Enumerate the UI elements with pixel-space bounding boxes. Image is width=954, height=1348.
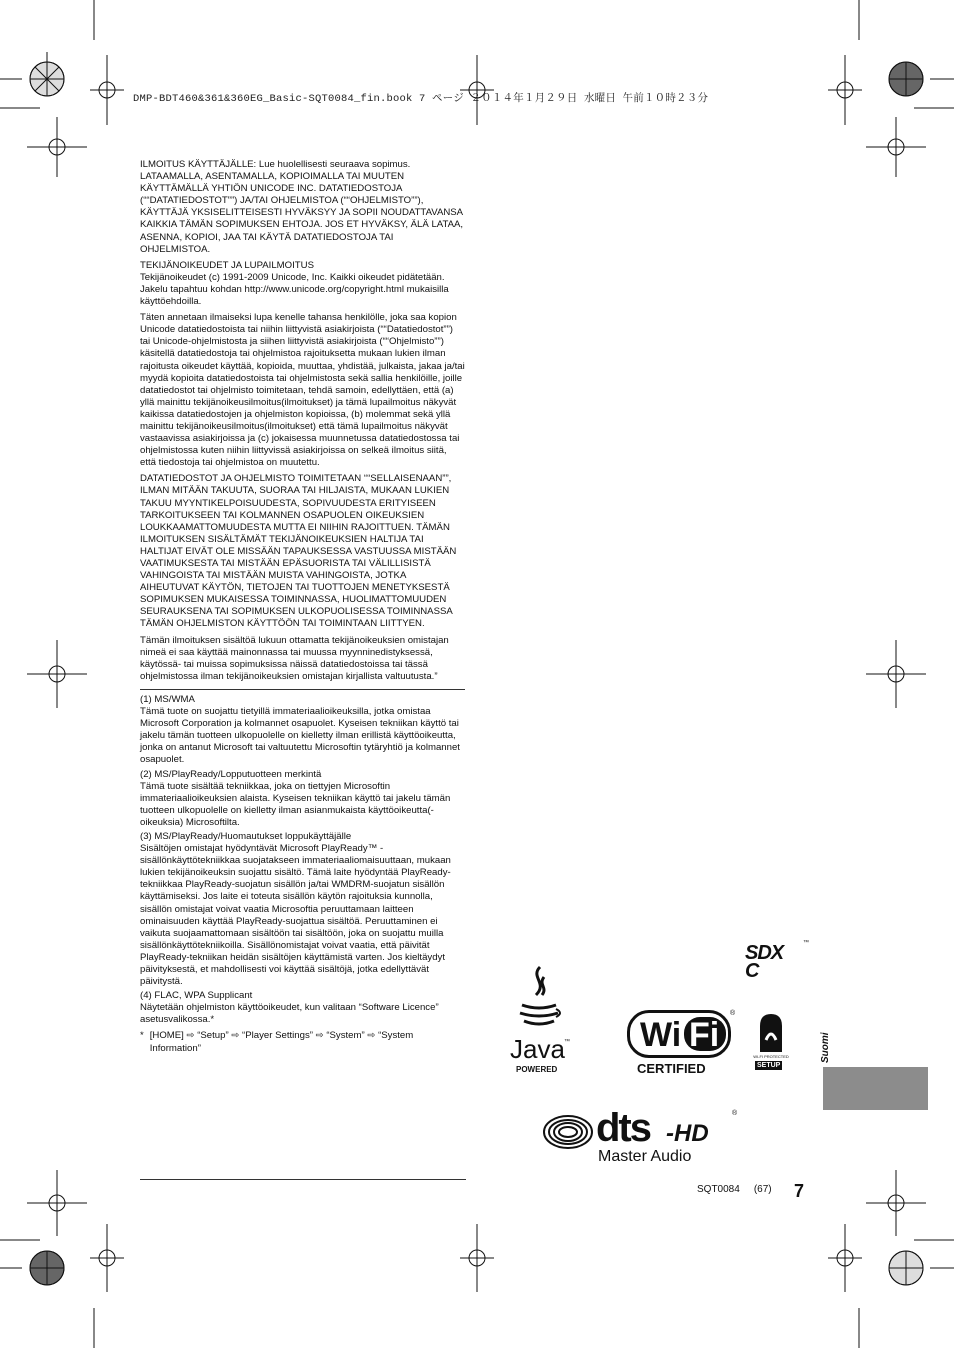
language-label — [818, 1025, 838, 1065]
print-header: DMP-BDT460&361&360EG_Basic-SQT0084_fin.book 7 ページ ２０１４年１月２９日 水曜日 午前１０時２３分 — [133, 93, 709, 105]
wps-logo — [752, 1012, 790, 1074]
note-body: Näytetään ohjelmiston käyttöoikeudet, kun valitaan “Software Licence” asetusvalikossa.* — [140, 1002, 439, 1026]
page-reference — [697, 1184, 786, 1195]
wifi-badge — [627, 1010, 731, 1058]
footnote-text: [HOME] ⇨ “Setup” ⇨ “Player Settings” ⇨ “System” ⇨ “System Information” — [149, 1030, 414, 1054]
footnote — [140, 1030, 465, 1054]
license-column — [140, 159, 465, 1055]
crop-target-top-right — [889, 62, 954, 96]
note-body: Tämä tuote sisältää tekniikkaa, joka on tiettyjen Microsoftin immateriaalioikeuksien alaista. Kyseisen tekniikan käyttö tai jakelu tämän tuotteen ulkopuolelle on kielletty ilman asianmukaista käyttöoikeutta(-oikeuksia) Microsoftilta. — [140, 780, 451, 828]
note-playready-enduser — [140, 831, 465, 988]
dts-master-audio: Master Audio — [598, 1148, 692, 1165]
copyright-title: TEKIJÄNOIKEUDET JA LUPAILMOITUS — [140, 259, 314, 271]
crop-target-top-left — [0, 52, 64, 96]
dts-reg: ® — [732, 1110, 738, 1117]
page-ref-number: (67) — [753, 1184, 772, 1195]
page-number: 7 — [794, 1181, 805, 1201]
disclaimer-text: DATATIEDOSTOT JA OHJELMISTO TOIMITETAAN ““SELLAISENAAN””, ILMAN MITÄÄN TAKUUTA, SUORAA TAI HILJAISTA, MUKAAN LUKIEN TAKUU MYYNTIKELPOISUUDESTA, SOPIVUUDESTA ERITYISEEN TARKOITUKSEEN TAI KOLMANNEN OSAPUOLEN OIKEUKSIEN LOUKKAAMATTOMUUDESTA MUTTA EI NIIHIN RAJOITTUEN. TÄMÄN ILMOITUKSEN SISÄLTÄMÄT TEKIJÄNOIKEUKSIEN HALTIJA TAI HALTIJAT EIVÄT OLE MISSÄÄN TAPAUKSESSA VASTUUSSA MISTÄÄN VAATIMUKSESTA TAI MISTÄÄN EPÄSUORISTA TAI VÄLILLISISTÄ VAHINGOISTA TAI MISTÄÄN MUISTA VAHINGOISTA, JOTKA AIHEUTUVAT KÄYTÖN, TIETOJEN TAI TUOTTOJEN MENETYKSESTÄ SOPIMUKSEN MUKAISESSA TOIMINNASSA, HUOLIMATTOMUUDEN SEURAUKSENA TAI SOPIMUKSEN ULKOPUOLISESSA TOIMINNASSA TÄMÄN OHJELMISTON KÄYTTÖÖN TAI TOIMINTAAN LIITTYEN. — [140, 473, 457, 630]
note-heading: (3) MS/PlayReady/Huomautukset loppukäyttäjälle — [140, 830, 352, 842]
note-body: Tämä tuote on suojattu tietyillä immateriaalioikeuksilla, jotka omistaa Microsoft Corporation ja kolmannet osapuolet. Kyseisen tekniikan käyttö tai jakelu tämän tuotteen ulkopuolelle on kielletty ilman erillistä käyttöoikeutta, jonka on antanut Microsoft tai valtuutettu Microsoftin tytäryhtiö ja kolmannet osapuolet. — [140, 706, 460, 766]
note-flac-wpa — [140, 990, 465, 1026]
java-cup-icon — [514, 965, 564, 1035]
permission-text: Täten annetaan ilmaiseksi lupa kenelle tahansa henkilölle, joka saa kopion Unicode datatiedostoista tai niihin liittyvistä asiakirjoista (““Datatiedostot””) tai Unicode-ohjelmistosta ja siihen liittyvistä asiakirjoista (““Ohjelmisto””) käsitellä datatiedostoja tai ohjelmistoa rajoituksetta mukaan lukien ilman rajoitusta oikeudet käyttää, kopioida, muuttaa, yhdistää, julkaista, jakaa ja/tai myydä kopioita datatiedostoista tai ohjelmistosta sekä sallia henkilöille, joille datatiedostot tai ohjelmisto toimitetaan, tehdä samoin, edellyttäen, että (a) yllä mainittu tekijänoikeusilmoitus(ilmoitukset) ja tämä lupailmoitus näkyvät kaikissa datatiedostojen ja ohjelmiston kopioissa, (b) molemmat sekä yllä mainittu tekijänoikeusilmoitus(ilmoitukset) että tämä lupailmoitus näkyvät vastaavissa asiakirjoissa ja (c) jokaisessa muunnetussa datatiedostossa tai ohjelmistossa kuten niihin liittyvissä asiakirjoissa on selkeä ilmoitus siitä, että tiedostoja tai ohjelmistoa on muutettu. — [140, 312, 465, 469]
java-tm: ™ — [564, 1039, 570, 1045]
java-powered: POWERED — [516, 1065, 558, 1074]
crop-target-bottom-left — [0, 1251, 64, 1285]
note-heading: (4) FLAC, WPA Supplicant — [140, 990, 253, 1002]
dts-hd-logo — [542, 1106, 742, 1170]
license-notice: ILMOITUS KÄYTTÄJÄLLE: Lue huolellisesti seuraava sopimus. LATAAMALLA, ASENTAMALLA, KOPIOIMALLA TAI MUUTEN KÄYTTÄMÄLLÄ YHTIÖN UNICODE INC. DATATIEDOSTOJA (““DATATIEDOSTOT””) JA/TAI OHJELMISTOA (““OHJELMISTO””), KÄYTTÄJÄ YKSISELITTEISESTI HYVÄKSYY JA SOPII NOUDATTAVANSA KAIKKIA TÄMÄN SOPIMUKSEN EHTOJA. JOS ET HYVÄKSY, ÄLÄ LATAA, ASENNA, KOPIOI, JAA TAI KÄYTÄ DATATIEDOSTOJA TAI OHJELMISTOA. — [140, 159, 464, 255]
note-playready-marking — [140, 769, 465, 829]
dts-disc-icon — [542, 1114, 594, 1150]
divider — [140, 689, 465, 690]
copyright-text: Tekijänoikeudet (c) 1991-2009 Unicode, Inc. Kaikki oikeudet pidätetään. Jakelu tapahtuu kohdan http://www.unicode.org/copyright.html mukaisilla käyttöehdoilla. — [140, 271, 449, 308]
dts-wordmark: dts — [596, 1106, 650, 1150]
sdxc-text: SDXC — [745, 942, 784, 982]
java-wordmark: Java — [510, 1034, 565, 1064]
bottom-divider — [140, 1179, 466, 1180]
wps-label: WI-FI PROTECTED — [753, 1054, 789, 1059]
wps-lock-icon — [752, 1012, 790, 1056]
note-heading: (1) MS/WMA — [140, 693, 195, 705]
sdxc-tm: ™ — [803, 940, 809, 946]
wifi-certified-logo — [627, 1010, 737, 1076]
wps-setup: SETUP — [757, 1062, 781, 1069]
dts-hd-text: -HD — [666, 1120, 709, 1147]
wifi-certified-text: CERTIFIED — [637, 1061, 706, 1076]
java-logo — [508, 965, 574, 1077]
note-body: Sisältöjen omistajat hyödyntävät Microsoft PlayReady™ -sisällönkäyttötekniikkaa suojatakseen immateriaaliomaisuuttaan, mukaan lukien tekijänoikeuksin suojattu sisältö. Tämä laite hyödyntää PlayReady-tekniikkaa PlayReady-suojatun sisällön ja/tai WMDRM-suojatun sisällön käyttämiseksi. Jos laite ei toteuta sisällön käytön rajoituksia kunnolla, sisällön omistajat voivat vaatia Microsoftia peruuttamaan laitteen ominaisuuden käyttää PlayReady-suojattua sisältöä. Peruuttaminen ei vaikuta suojaamattomaan sisältöön tai sisältöön, joka on suojattu muilla sisällönkäyttötekniikoilla. Sisällönomistajat voivat vaatia, että päivität PlayReady-tekniikan heidän sisältöjen käyttämistä varten. Jos kieltäydyt päivityksestä, et mahdollisesti voi käyttää sisältöjä, jotka edellyttävät päivitystä. — [140, 843, 451, 988]
name-usage-text: Tämän ilmoituksen sisältöä lukuun ottamatta tekijänoikeuksien omistajan nimeä ei saa käyttää mainonnassa tai muussa myynninedistyksessä, käytössä- tai muissa sopimuksissa näissä datatiedostoissa tai tässä ohjelmistossa ilman tekijänoikeuksien omistajan kirjallista valtuutusta.” — [140, 634, 449, 682]
wifi-fi: Fi — [689, 1016, 720, 1054]
language-tab — [823, 1067, 928, 1110]
note-ms-wma — [140, 694, 465, 767]
document-code: SQT0084 — [697, 1184, 740, 1195]
wifi-reg: ® — [730, 1010, 736, 1017]
sdxc-logo — [745, 940, 809, 982]
language-label-text: Suomi — [820, 1032, 831, 1063]
wifi-wi: Wi — [640, 1016, 682, 1054]
crop-target-bottom-right — [889, 1251, 954, 1285]
note-heading: (2) MS/PlayReady/Lopputuotteen merkintä — [140, 768, 322, 780]
footnote-mark: * — [140, 1030, 144, 1042]
